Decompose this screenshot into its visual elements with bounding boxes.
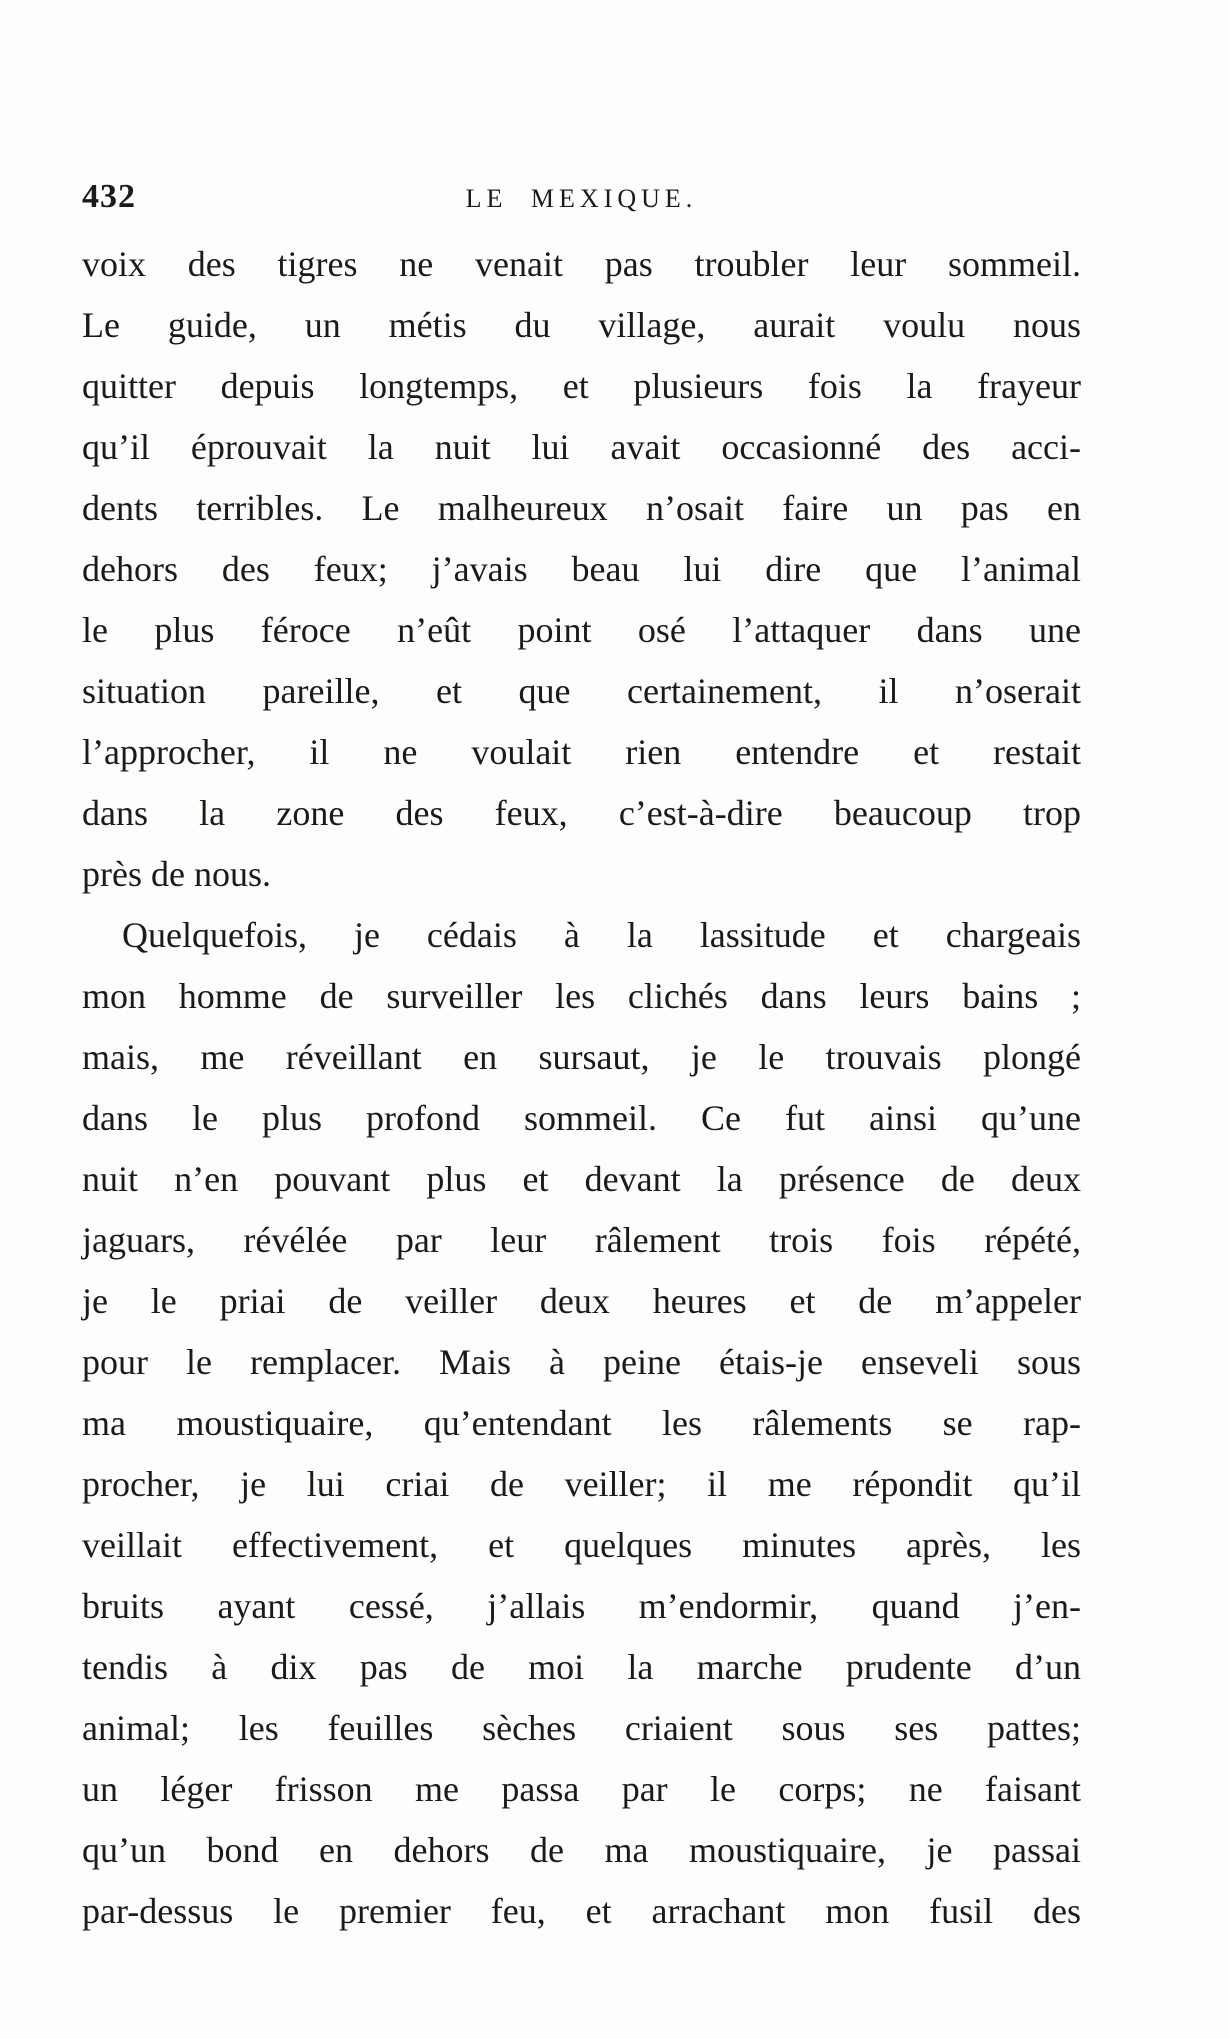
text-line: Le guide, un métis du village, aurait voulu nous bbox=[82, 305, 1081, 345]
text-line: l’approcher, il ne voulait rien entendre et restait bbox=[82, 732, 1081, 772]
text-line: mais, me réveillant en sursaut, je le trouvais plongé bbox=[82, 1037, 1081, 1077]
text-line: bruits ayant cessé, j’allais m’endormir, quand j’en- bbox=[82, 1586, 1081, 1626]
text-line: je le priai de veiller deux heures et de m’appeler bbox=[82, 1281, 1081, 1321]
running-title: LE MEXIQUE. bbox=[465, 184, 698, 213]
text-line: le plus féroce n’eût point osé l’attaquer dans une bbox=[82, 610, 1081, 650]
text-line: veillait effectivement, et quelques minutes après, les bbox=[82, 1525, 1081, 1565]
running-head bbox=[82, 178, 1081, 222]
text-line: jaguars, révélée par leur râlement trois fois répété, bbox=[82, 1220, 1081, 1260]
page-body bbox=[82, 234, 1081, 1942]
text-line: ma moustiquaire, qu’entendant les râlements se rap- bbox=[82, 1403, 1081, 1443]
text-line: qu’il éprouvait la nuit lui avait occasionné des acci- bbox=[82, 427, 1081, 467]
text-line: mon homme de surveiller les clichés dans leurs bains ; bbox=[82, 976, 1081, 1016]
text-line: procher, je lui criai de veiller; il me répondit qu’il bbox=[82, 1464, 1081, 1504]
text-line: un léger frisson me passa par le corps; ne faisant bbox=[82, 1769, 1081, 1809]
text-line: Quelquefois, je cédais à la lassitude et chargeais bbox=[122, 915, 1081, 955]
text-line: près de nous. bbox=[82, 854, 271, 894]
text-line: pour le remplacer. Mais à peine étais-je enseveli sous bbox=[82, 1342, 1081, 1382]
text-line: situation pareille, et que certainement, il n’oserait bbox=[82, 671, 1081, 711]
text-line: quitter depuis longtemps, et plusieurs fois la frayeur bbox=[82, 366, 1081, 406]
paragraph bbox=[82, 234, 1081, 905]
text-line: qu’un bond en dehors de ma moustiquaire, je passai bbox=[82, 1830, 1081, 1870]
text-line: tendis à dix pas de moi la marche prudente d’un bbox=[82, 1647, 1081, 1687]
text-line: dans le plus profond sommeil. Ce fut ainsi qu’une bbox=[82, 1098, 1081, 1138]
paragraph bbox=[82, 905, 1081, 1942]
text-line: dents terribles. Le malheureux n’osait faire un pas en bbox=[82, 488, 1081, 528]
text-line: voix des tigres ne venait pas troubler leur sommeil. bbox=[82, 244, 1081, 284]
text-line: animal; les feuilles sèches criaient sous ses pattes; bbox=[82, 1708, 1081, 1748]
text-line: dehors des feux; j’avais beau lui dire que l’animal bbox=[82, 549, 1081, 589]
text-line: par-dessus le premier feu, et arrachant mon fusil des bbox=[82, 1891, 1081, 1931]
page-number: 432 bbox=[82, 178, 136, 215]
text-line: dans la zone des feux, c’est-à-dire beaucoup trop bbox=[82, 793, 1081, 833]
text-line: nuit n’en pouvant plus et devant la présence de deux bbox=[82, 1159, 1081, 1199]
